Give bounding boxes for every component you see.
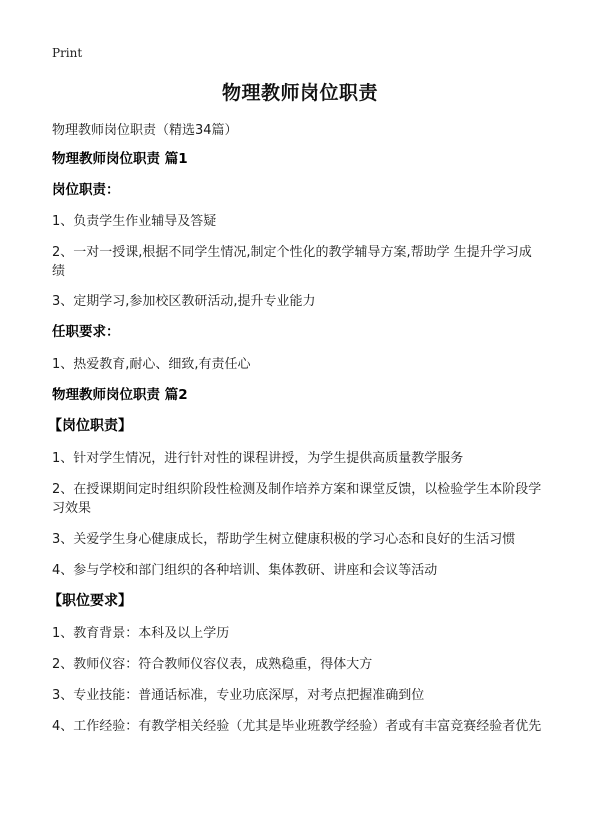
section-1-duty-item: 1、负责学生作业辅导及答疑: [52, 214, 217, 229]
document-subtitle: 物理教师岗位职责（精选34篇）: [52, 123, 238, 138]
document-title: 物理教师岗位职责: [221, 82, 378, 104]
section-2-requirement-item: 3、专业技能：普通话标准，专业功底深厚，对考点把握准确到位: [52, 688, 425, 703]
section-2-duty-item: 4、参与学校和部门组织的各种培训、集体教研、讲座和会议等活动: [52, 563, 438, 578]
section-1-heading: 物理教师岗位职责 篇1: [52, 151, 188, 167]
section-2-duty-item: 3、关爱学生身心健康成长，帮助学生树立健康积极的学习心态和良好的生活习惯: [52, 532, 516, 547]
section-2-duties-heading: 【岗位职责】: [48, 418, 132, 434]
section-2-requirement-item: 2、教师仪容：符合教师仪容仪表，成熟稳重，得体大方: [52, 657, 373, 672]
section-1-duty-item: 2、一对一授课,根据不同学生情况,制定个性化的教学辅导方案,帮助学 生提升学习成绩: [52, 245, 532, 279]
section-2-requirement-item: 4、工作经验：有教学相关经验（尤其是毕业班教学经验）者或有丰富竞赛经验者优先: [52, 719, 542, 734]
section-1-duties-heading: 岗位职责：: [52, 182, 120, 198]
print-label: Print: [52, 46, 83, 60]
section-1-duty-item: 3、定期学习,参加校区教研活动,提升专业能力: [52, 294, 316, 309]
section-2-heading: 物理教师岗位职责 篇2: [52, 387, 188, 403]
section-2-requirement-item: 1、教育背景：本科及以上学历: [52, 626, 230, 641]
section-1-requirements-heading: 任职要求：: [52, 324, 120, 340]
section-2-duty-item: 1、针对学生情况，进行针对性的课程讲授，为学生提供高质量教学服务: [52, 451, 464, 466]
section-2-duty-item: 2、在授课期间定时组织阶段性检测及制作培养方案和课堂反馈，以检验学生本阶段学习效果: [52, 482, 542, 516]
section-1-requirement-item: 1、热爱教育,耐心、细致,有责任心: [52, 357, 251, 372]
section-2-requirements-heading: 【职位要求】: [48, 593, 132, 609]
